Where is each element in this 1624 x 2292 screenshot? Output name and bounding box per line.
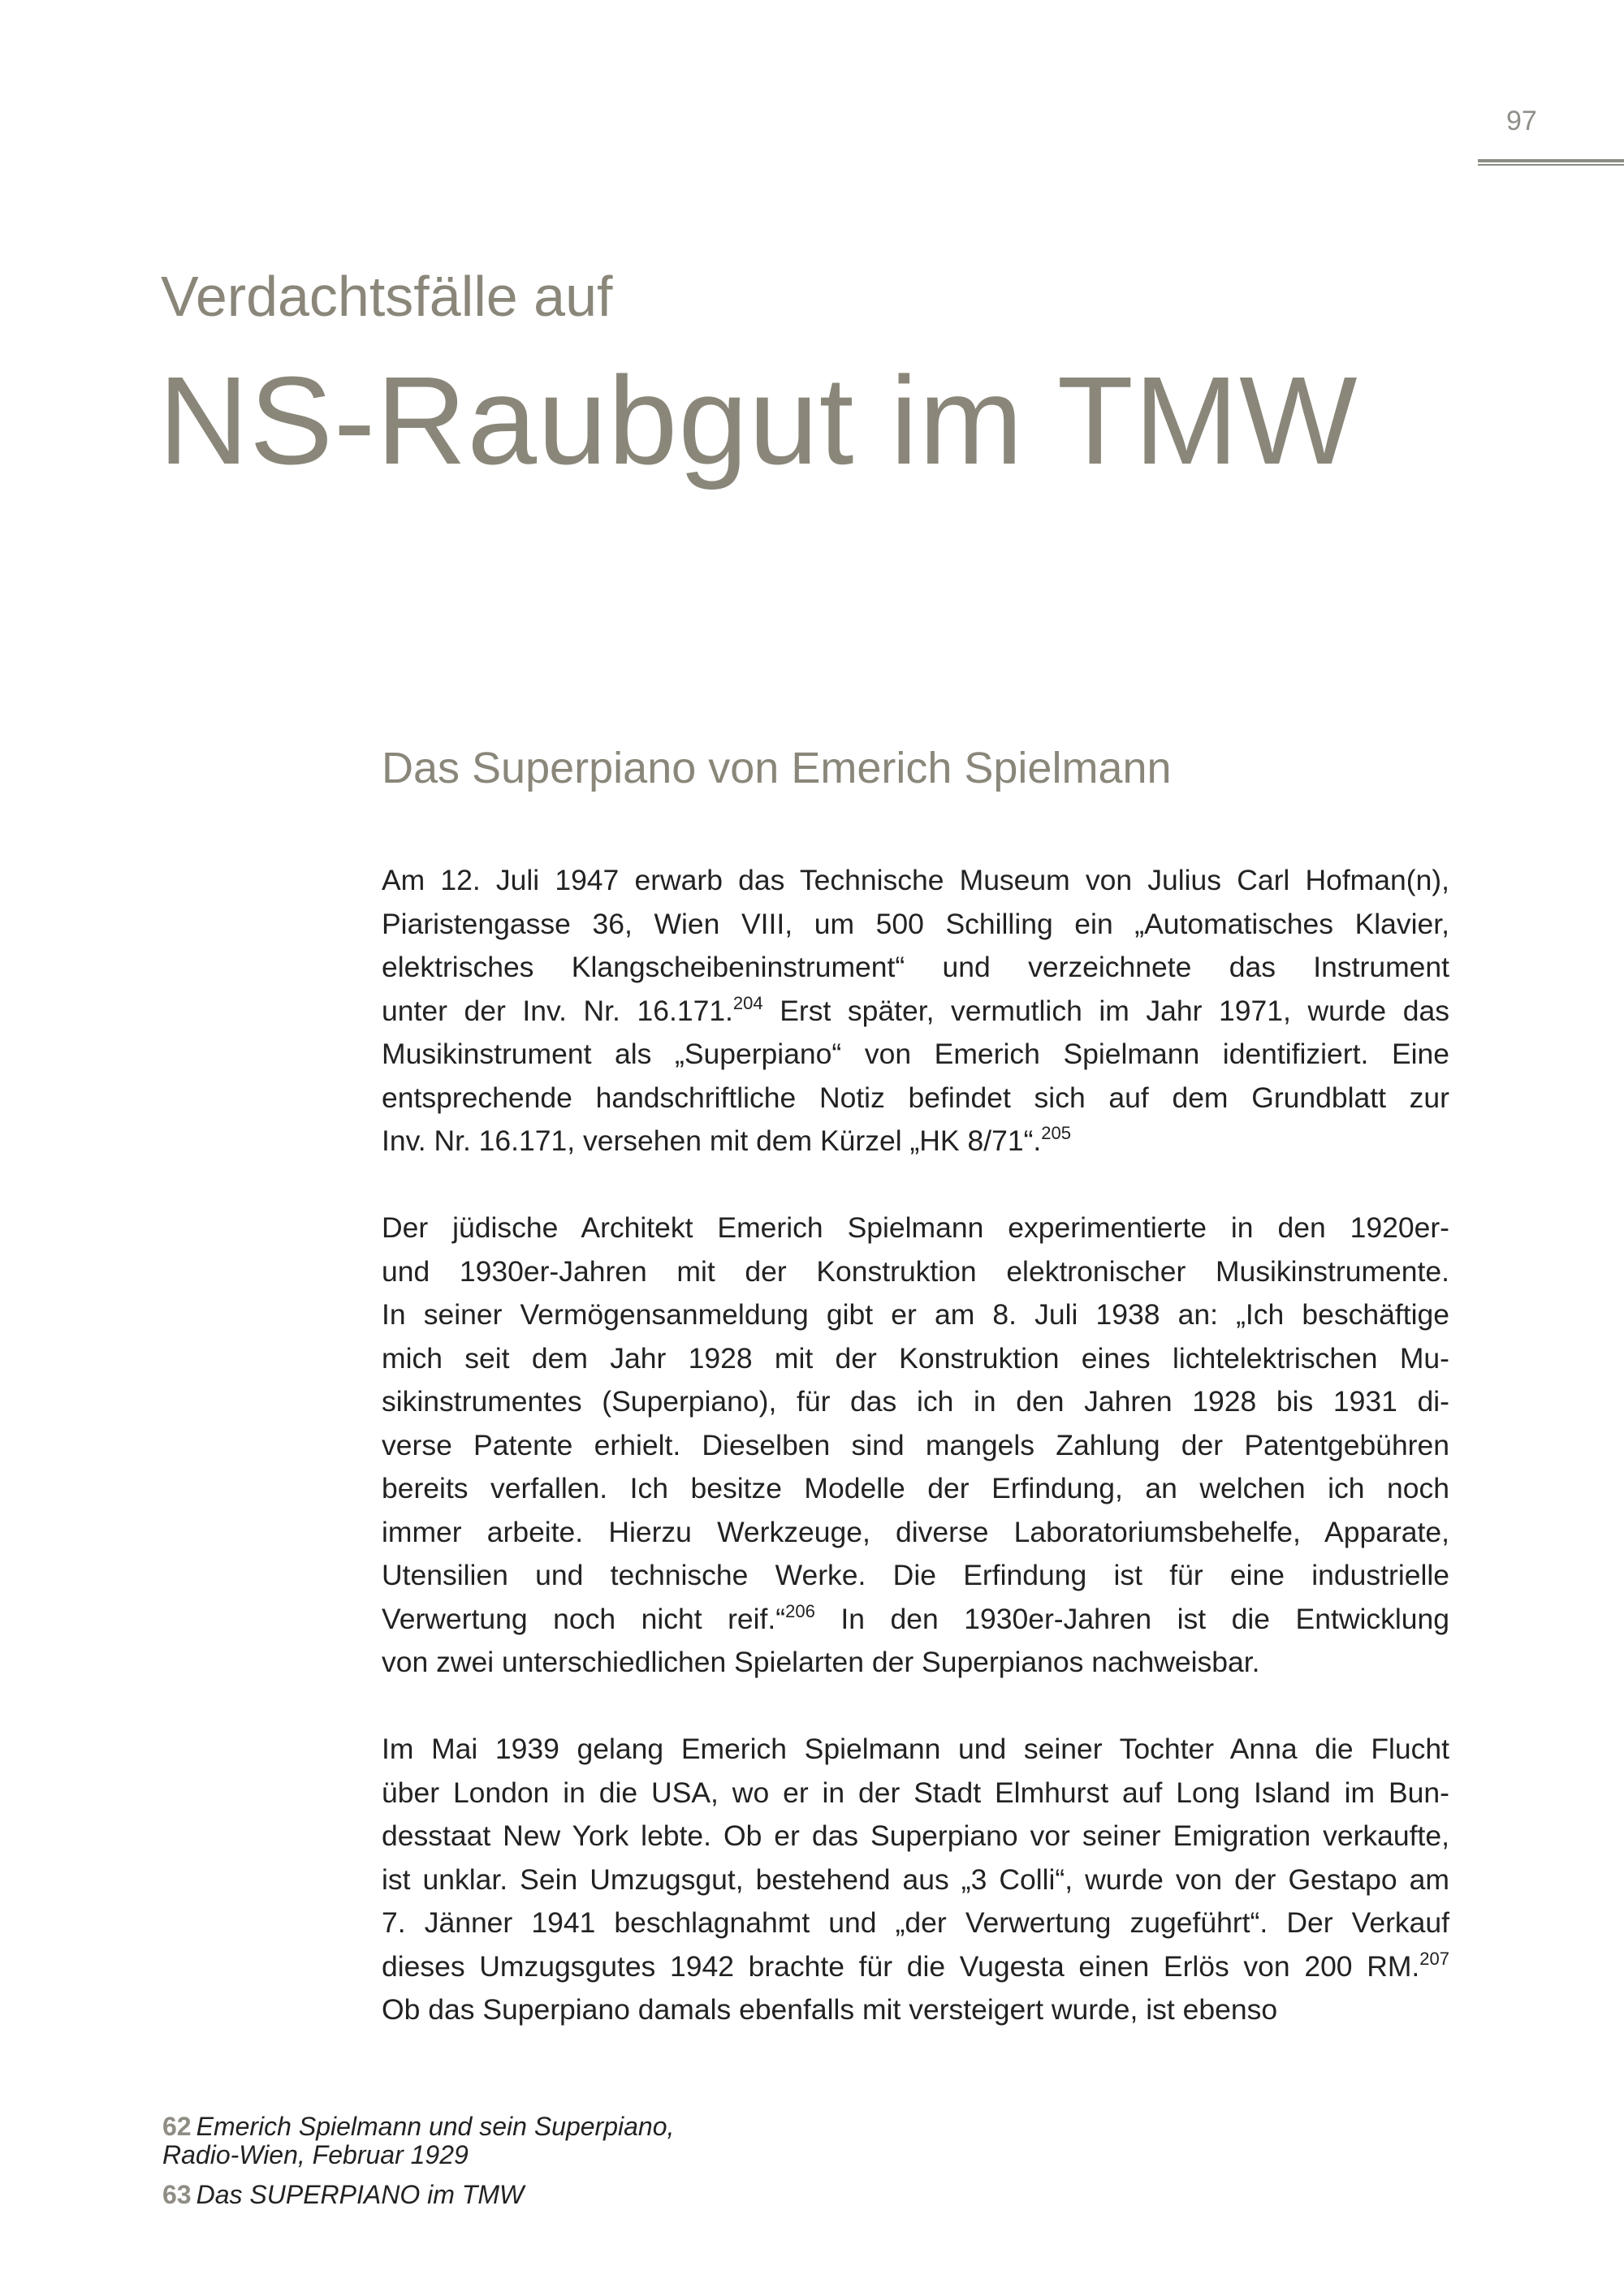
line-text: Im Mai 1939 gelang Emerich Spielmann und seiner Tochter Anna die Flucht xyxy=(382,1733,1449,1765)
line-text: Am 12. Juli 1947 erwarb das Technische Museum von Julius Carl Hofman(n), xyxy=(382,864,1449,896)
caption-line xyxy=(162,2113,674,2141)
line-text: von zwei unterschiedlichen Spielarten der Superpianos nachweisbar. xyxy=(382,1646,1260,1678)
line-text: Musikinstrument als „Superpiano“ von Emerich Spielmann identifiziert. Eine xyxy=(382,1038,1449,1070)
line-text: Verwertung noch nicht reif.“ xyxy=(382,1602,786,1635)
text-line xyxy=(382,1424,1449,1468)
line-text: In den 1930er-Jahren ist die Entwicklung xyxy=(814,1602,1449,1635)
section-heading: Das Superpiano von Emerich Spielmann xyxy=(382,744,1172,792)
page-number: 97 xyxy=(1506,106,1537,136)
line-text: desstaat New York lebte. Ob er das Superpiano vor seiner Emigration verkaufte, xyxy=(382,1819,1449,1852)
line-text: sikinstrumentes (Superpiano), für das ich in den Jahren 1928 bis 1931 di- xyxy=(382,1385,1449,1418)
line-text: Erst später, vermutlich im Jahr 1971, wurde das xyxy=(762,994,1449,1027)
line-text: und 1930er-Jahren mit der Konstruktion elektronischer Musikinstrumente. xyxy=(382,1254,1449,1288)
chapter-title: NS-Raubgut im TMW xyxy=(158,351,1358,490)
footnote-ref: 206 xyxy=(785,1600,815,1621)
caption-line xyxy=(162,2141,674,2169)
chapter-kicker: Verdachtsfälle auf xyxy=(161,265,613,328)
caption-text: Emerich Spielmann und sein Superpiano, xyxy=(196,2112,675,2141)
text-line xyxy=(382,1901,1449,1945)
line-text: bereits verfallen. Ich besitze Modelle der Erfindung, an welchen ich noch xyxy=(382,1472,1449,1504)
text-line xyxy=(382,1598,1449,1642)
header-rule xyxy=(1478,159,1624,162)
text-line xyxy=(382,1467,1449,1511)
caption-line xyxy=(162,2181,674,2209)
caption-text: Radio-Wien, Februar 1929 xyxy=(162,2140,469,2169)
text-line xyxy=(382,946,1449,990)
text-line xyxy=(382,1250,1449,1294)
line-text: über London in die USA, wo er in der Stadt Elmhurst auf Long Island im Bun- xyxy=(382,1776,1449,1809)
footnote-ref: 204 xyxy=(732,992,763,1013)
text-line xyxy=(382,1337,1449,1381)
text-line xyxy=(382,1077,1449,1120)
line-text: dieses Umzugsgutes 1942 brachte für die Vugesta einen Erlös von 200 RM. xyxy=(382,1949,1420,1983)
line-text: ist unklar. Sein Umzugsgut, bestehend aus „3 Colli“, wurde von der Gestapo am xyxy=(382,1863,1449,1896)
footnote-ref: 205 xyxy=(1041,1123,1071,1143)
paragraph xyxy=(382,859,1449,1163)
figure-number: 62 xyxy=(162,2112,192,2141)
paragraph xyxy=(382,1728,1449,2032)
line-text: In seiner Vermögensanmeldung gibt er am 8. Juli 1938 an: „Ich beschäftige xyxy=(382,1298,1449,1331)
line-text: 7. Jänner 1941 beschlagnahmt und „der Verwertung zugeführt“. Der Verkauf xyxy=(382,1906,1449,1939)
text-line xyxy=(382,990,1449,1034)
header-rule-thin xyxy=(1478,164,1624,166)
line-text: mich seit dem Jahr 1928 mit der Konstruktion eines lichtelektrischen Mu- xyxy=(382,1341,1449,1375)
text-line xyxy=(382,903,1449,947)
paragraph xyxy=(382,1206,1449,1685)
text-line xyxy=(382,1815,1449,1858)
text-line xyxy=(382,1511,1449,1555)
line-text: unter der Inv. Nr. 16.171. xyxy=(382,994,733,1027)
text-line xyxy=(382,1293,1449,1337)
body-text xyxy=(382,859,1449,2075)
text-line xyxy=(382,1858,1449,1902)
line-text: elektrisches Klangscheibeninstrument“ und verzeichnete das Instrument xyxy=(382,951,1449,983)
text-line xyxy=(382,1033,1449,1077)
line-text: Inv. Nr. 16.171, versehen mit dem Kürzel „HK 8/71“. xyxy=(382,1124,1042,1157)
line-text: Ob das Superpiano damals ebenfalls mit versteigert wurde, ist ebenso xyxy=(382,1993,1278,2026)
line-text: Der jüdische Architekt Emerich Spielmann experimentierte in den 1920er- xyxy=(382,1211,1449,1244)
text-line xyxy=(382,1206,1449,1250)
line-text: verse Patente erhielt. Dieselben sind mangels Zahlung der Patentgebühren xyxy=(382,1428,1449,1461)
figure-captions xyxy=(162,2113,674,2221)
text-line xyxy=(382,1945,1449,1989)
text-line xyxy=(382,1554,1449,1598)
text-line xyxy=(382,1728,1449,1772)
line-text: immer arbeite. Hierzu Werkzeuge, diverse Laboratoriumsbehelfe, Apparate, xyxy=(382,1515,1449,1548)
line-text: Utensilien und technische Werke. Die Erfindung ist für eine industrielle xyxy=(382,1559,1449,1591)
line-text: entsprechende handschriftliche Notiz befindet sich auf dem Grundblatt zur xyxy=(382,1081,1449,1114)
text-line xyxy=(382,1988,1449,2032)
text-line xyxy=(382,1641,1449,1685)
footnote-ref: 207 xyxy=(1419,1948,1449,1969)
caption-text: Das SUPERPIANO im TMW xyxy=(196,2180,525,2209)
text-line xyxy=(382,1380,1449,1424)
text-line xyxy=(382,1120,1449,1163)
figure-caption xyxy=(162,2113,674,2169)
line-text: Piaristengasse 36, Wien VIII, um 500 Schilling ein „Automatisches Klavier, xyxy=(382,907,1449,940)
text-line xyxy=(382,1772,1449,1815)
text-line xyxy=(382,859,1449,903)
figure-number: 63 xyxy=(162,2180,192,2209)
figure-caption xyxy=(162,2181,674,2209)
